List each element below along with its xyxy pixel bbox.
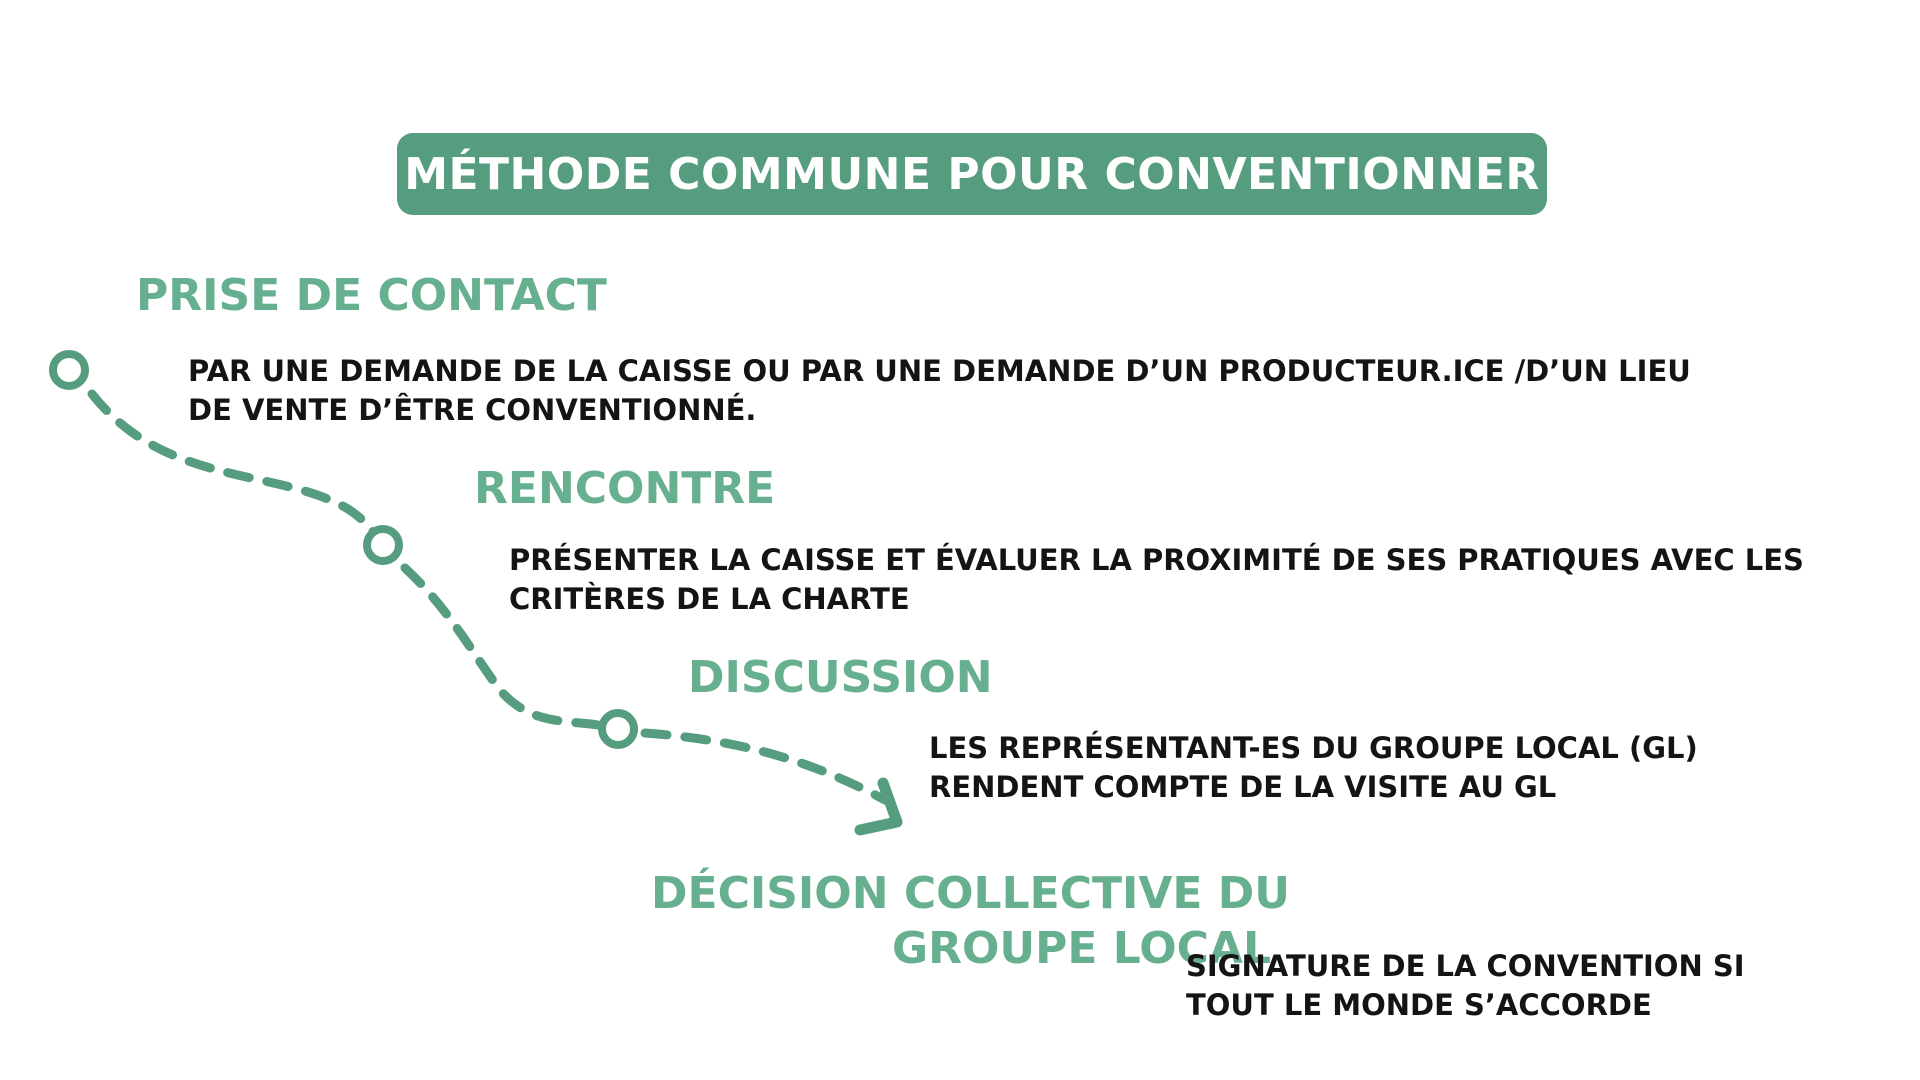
dashed-path-segment-3 bbox=[645, 733, 885, 800]
step-title-rencontre: RENCONTRE bbox=[474, 463, 776, 514]
step-description-rencontre bbox=[509, 541, 1804, 619]
description-line: CRITÈRES DE LA CHARTE bbox=[509, 582, 910, 616]
step-description-discussion bbox=[929, 729, 1698, 807]
description-line: DE VENTE D’ÊTRE CONVENTIONNÉ. bbox=[188, 393, 757, 427]
step-description-decision-collective bbox=[1186, 947, 1745, 1025]
step-marker-prise-de-contact bbox=[53, 354, 85, 386]
step-title-decision-collective bbox=[651, 866, 1291, 976]
step-title-prise-de-contact: PRISE DE CONTACT bbox=[136, 270, 607, 321]
description-line: TOUT LE MONDE S’ACCORDE bbox=[1186, 988, 1652, 1022]
description-line: PAR UNE DEMANDE DE LA CAISSE OU PAR UNE DEMANDE D’UN PRODUCTEUR.ICE /D’UN LIEU bbox=[188, 354, 1691, 388]
step-description-prise-de-contact bbox=[188, 352, 1691, 430]
description-line: SIGNATURE DE LA CONVENTION SI bbox=[1186, 949, 1745, 983]
page-title: MÉTHODE COMMUNE POUR CONVENTIONNER bbox=[404, 148, 1540, 200]
step-title-line: DÉCISION COLLECTIVE DU bbox=[651, 868, 1291, 919]
arrow-head-icon bbox=[860, 783, 897, 830]
title-badge bbox=[397, 133, 1547, 215]
description-line: PRÉSENTER LA CAISSE ET ÉVALUER LA PROXIMITÉ DE SES PRATIQUES AVEC LES bbox=[509, 543, 1804, 577]
step-title-discussion: DISCUSSION bbox=[688, 652, 993, 703]
step-marker-rencontre bbox=[367, 529, 399, 561]
description-line: LES REPRÉSENTANT-ES DU GROUPE LOCAL (GL) bbox=[929, 731, 1698, 765]
step-marker-discussion bbox=[602, 713, 634, 745]
step-title-line: GROUPE LOCAL bbox=[891, 923, 1271, 974]
description-line: RENDENT COMPTE DE LA VISITE AU GL bbox=[929, 770, 1557, 804]
